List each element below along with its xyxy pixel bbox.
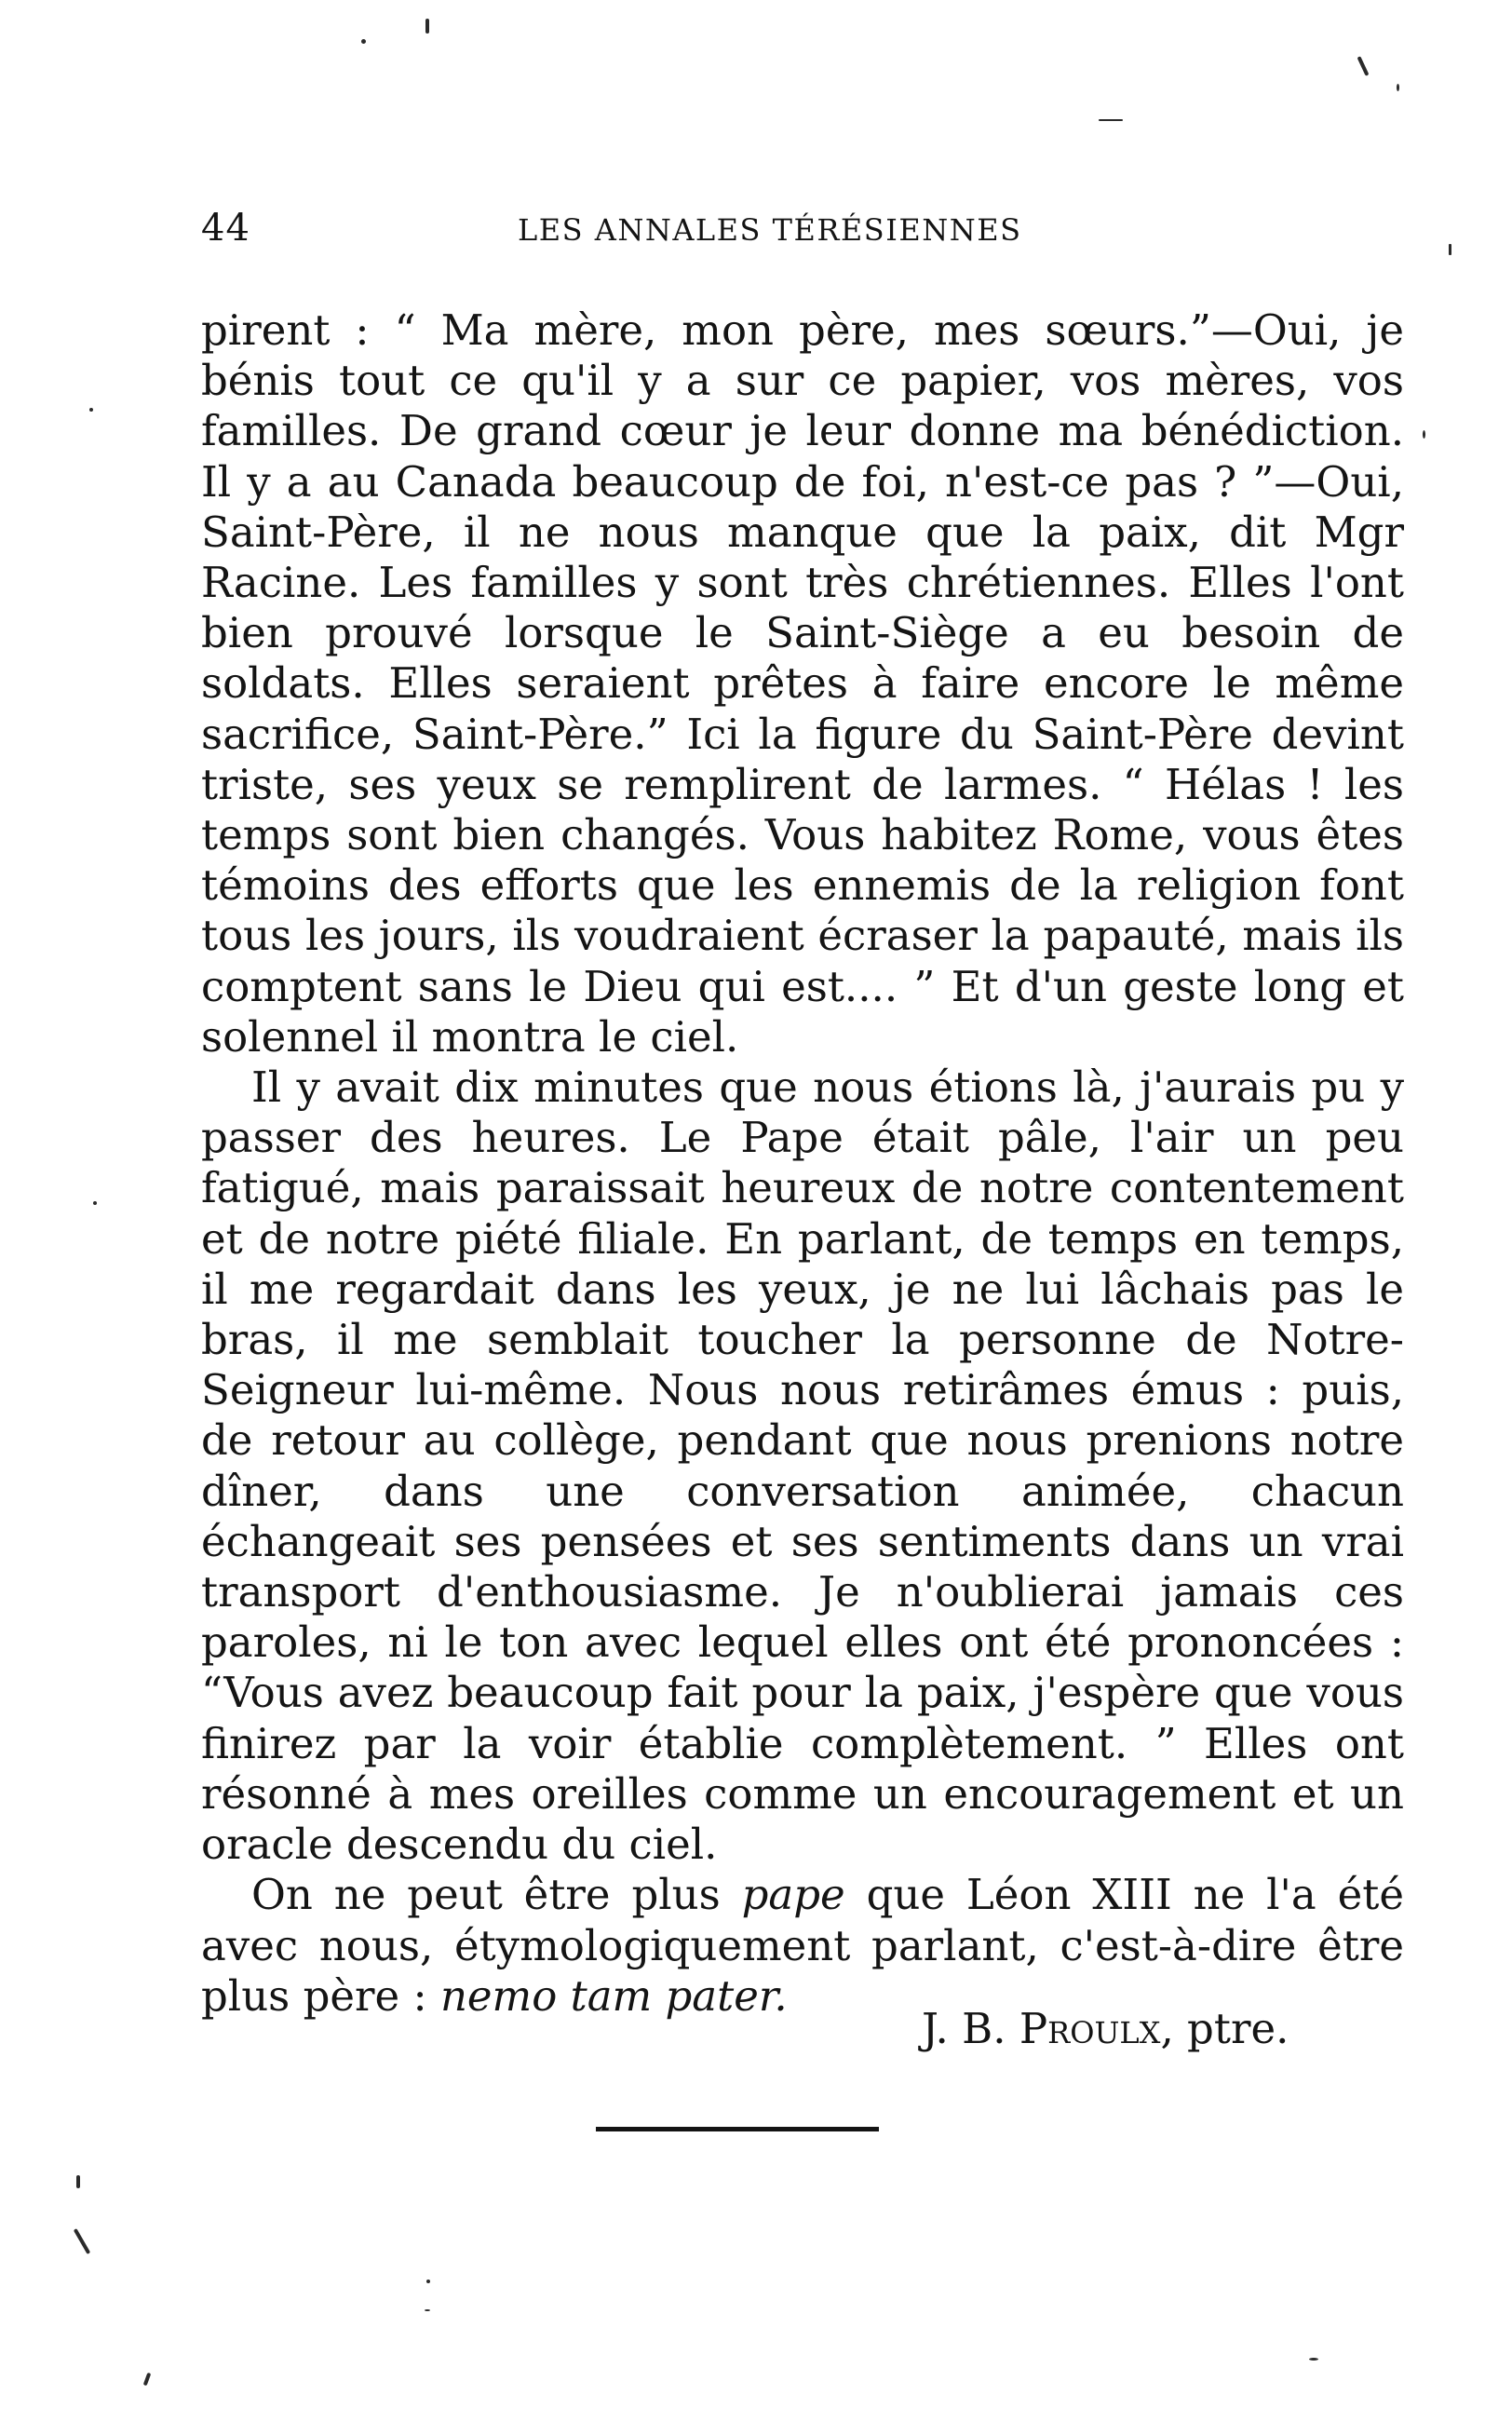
scan-speck: [74, 2228, 90, 2254]
scan-speck: [1309, 2358, 1318, 2361]
paragraph-2: Il y avait dix minutes que nous étions là, j'aurais pu y passer des heures. Le Pape était pâle, l'air un peu fatigué, mais paraissait heureux de notre contentement et de notre piété filiale. En parlant, de temps en temps, il me regardait dans les yeux, je ne lui lâchais pas le bras, il me semblait toucher la personne de Notre-Seigneur lui-même. Nous nous retirâmes émus : puis, de retour au collège, pendant que nous prenions notre dîner, dans une conversation animée, chacun échangeait ses pensées et ses sentiments dans un vrai transport d'enthousiasme. Je n'oublierai jamais ces paroles, ni le ton avec lequel elles ont été prononcées : “Vous avez beaucoup fait pour la paix, j'espère que vous finirez par la voir établie complètement. ” Elles ont résonné à mes oreilles comme un encouragement et un oracle descendu du ciel.: [201, 1062, 1404, 1870]
author-signature: [922, 2004, 1289, 2053]
scan-speck: [426, 2280, 430, 2283]
scan-speck: [1397, 84, 1399, 91]
scan-speck: [93, 1201, 97, 1205]
scan-speck: [1449, 244, 1451, 255]
closing-text-2: que Léon XIII ne l'a été avec nous, étymologiquement parlant, c'est-à-dire être plus père :: [201, 1870, 1404, 2021]
page-header: [201, 207, 1309, 263]
closing-text-1: On ne peut être plus: [251, 1870, 742, 1920]
body-text: [201, 305, 1404, 2022]
scan-speck: [76, 2175, 80, 2188]
scan-speck: [425, 2309, 430, 2311]
paragraph-3: [201, 1870, 1404, 2022]
scan-speck: [425, 19, 429, 34]
closing-italic-latin: nemo tam pater.: [439, 1970, 788, 2021]
scan-speck: [89, 408, 93, 412]
running-title: LES ANNALES TÉRÉSIENNES: [518, 212, 1022, 248]
signature-initials: J. B.: [922, 2004, 1019, 2053]
scan-speck: [143, 2373, 152, 2387]
scan-speck: [1423, 430, 1425, 439]
signature-surname: Proulx: [1019, 2004, 1161, 2053]
scan-speck: [1099, 119, 1123, 121]
paragraph-1: pirent : “ Ma mère, mon père, mes sœurs.”—Oui, je bénis tout ce qu'il y a sur ce papier, vos mères, vos familles. De grand cœur je leur donne ma bénédiction. Il y a au Canada beaucoup de foi, n'est-ce pas ? ”—Oui, Saint-Père, il ne nous manque que la paix, dit Mgr Racine. Les familles y sont très chrétiennes. Elles l'ont bien prouvé lorsque le Saint-Siège a eu besoin de soldats. Elles seraient prêtes à faire encore le même sacrifice, Saint-Père.” Ici la figure du Saint-Père devint triste, ses yeux se remplirent de larmes. “ Hélas ! les temps sont bien changés. Vous habitez Rome, vous êtes témoins des efforts que les ennemis de la religion font tous les jours, ils voudraient écraser la papauté, mais ils comptent sans le Dieu qui est.... ” Et d'un geste long et solennel il montra le ciel.: [201, 305, 1404, 1062]
scan-speck: [361, 39, 366, 44]
section-divider: [596, 2127, 879, 2131]
scan-speck: [1357, 56, 1370, 76]
page-number: 44: [201, 207, 250, 250]
closing-italic-pape: pape: [741, 1870, 845, 1920]
signature-title: , ptre.: [1160, 2004, 1289, 2053]
